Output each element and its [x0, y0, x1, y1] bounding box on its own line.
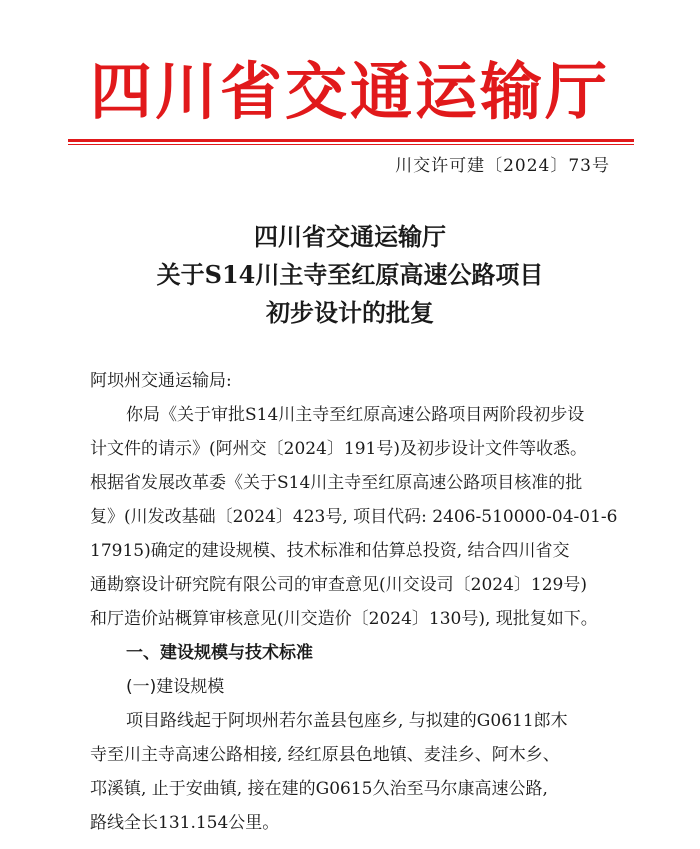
paragraph-line: 寺至川主寺高速公路相接, 经红原县色地镇、麦洼乡、阿木乡、	[90, 745, 560, 765]
title-line: 关于S14川主寺至红原高速公路项目	[156, 260, 544, 289]
document-title	[0, 218, 700, 332]
paragraph-line: 路线全长131.154公里。	[90, 813, 280, 833]
document-number: 川交许可建〔2024〕73号	[395, 156, 610, 176]
title-line: 四川省交通运输厅	[254, 222, 446, 251]
section-heading: 一、建设规模与技术标准	[126, 643, 313, 663]
paragraph-line: 根据省发展改革委《关于S14川主寺至红原高速公路项目核准的批	[90, 473, 583, 493]
paragraph-line: 邛溪镇, 止于安曲镇, 接在建的G0615久治至马尔康高速公路,	[90, 779, 548, 799]
paragraph-line: 你局《关于审批S14川主寺至红原高速公路项目两阶段初步设	[126, 405, 585, 425]
masthead-rule-thick	[68, 139, 634, 142]
document-body	[90, 364, 618, 840]
recipient-line: 阿坝州交通运输局:	[90, 371, 232, 391]
paragraph-line: 通勘察设计研究院有限公司的审查意见(川交设司〔2024〕129号)	[90, 575, 587, 595]
masthead-rule-thin	[68, 144, 634, 145]
paragraph-line: 和厅造价站概算审核意见(川交造价〔2024〕130号), 现批复如下。	[90, 609, 598, 629]
paragraph-line: 项目路线起于阿坝州若尔盖县包座乡, 与拟建的G0611郎木	[126, 711, 568, 731]
title-line: 初步设计的批复	[266, 298, 434, 327]
subsection-heading: (一)建设规模	[126, 677, 225, 697]
paragraph-line: 计文件的请示》(阿州交〔2024〕191号)及初步设计文件等收悉。	[90, 439, 587, 459]
paragraph-line: 复》(川发改基础〔2024〕423号, 项目代码: 2406-510000-04-01-6	[90, 507, 618, 527]
agency-masthead: 四川省交通运输厅	[89, 55, 610, 128]
paragraph-line: 17915)确定的建设规模、技术标准和估算总投资, 结合四川省交	[90, 541, 570, 561]
